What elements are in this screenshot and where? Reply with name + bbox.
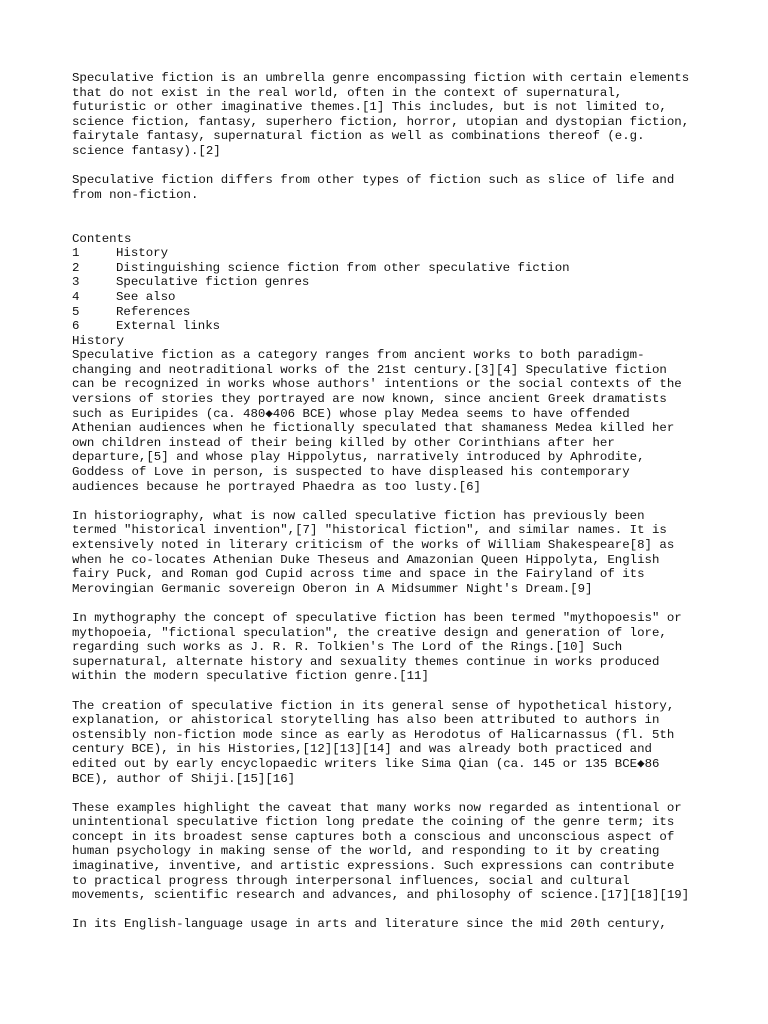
text-line: ostensibly non-fiction mode since as early as Herodotus of Halicarnassus (fl. 5th bbox=[72, 727, 675, 742]
text-line: unintentional speculative fiction long predate the coining of the genre term; its bbox=[72, 815, 675, 830]
history-paragraph bbox=[72, 509, 712, 597]
text-line: Goddess of Love in person, is suspected to have displeased his contemporary bbox=[72, 465, 630, 480]
history-paragraph bbox=[72, 611, 712, 684]
text-line: science fantasy).[2] bbox=[72, 143, 221, 158]
text-line: In its English-language usage in arts and literature since the mid 20th century, bbox=[72, 917, 667, 932]
text-line: supernatural, alternate history and sexuality themes continue in works produced bbox=[72, 654, 660, 669]
history-paragraph bbox=[72, 801, 712, 903]
text-line: futuristic or other imaginative themes.[1] This includes, but is not limited to, bbox=[72, 100, 667, 115]
text-line: imaginative, inventive, and artistic expressions. Such expressions can contribute bbox=[72, 859, 675, 874]
text-line: termed "historical invention",[7] "historical fiction", and similar names. It is bbox=[72, 523, 667, 538]
text-line: can be recognized in works whose authors' intentions or the social contexts of the bbox=[72, 377, 682, 392]
toc-heading: Contents bbox=[72, 231, 132, 246]
toc-item[interactable] bbox=[72, 305, 712, 320]
toc-item[interactable] bbox=[72, 261, 712, 276]
toc-item[interactable] bbox=[72, 319, 712, 334]
text-line: fairy Puck, and Roman god Cupid across time and space in the Fairyland of its bbox=[72, 567, 645, 582]
text-line: audiences because he portrayed Phaedra as too lusty.[6] bbox=[72, 479, 481, 494]
toc-item[interactable] bbox=[72, 275, 712, 290]
text-line: versions of stories they portrayed are now known, since ancient Greek dramatists bbox=[72, 392, 667, 407]
text-line: such as Euripides (ca. 480◆406 BCE) whose play Medea seems to have offended bbox=[72, 406, 630, 421]
text-line: science fiction, fantasy, superhero fiction, horror, utopian and dystopian fiction, bbox=[72, 114, 690, 129]
text-line: extensively noted in literary criticism of the works of William Shakespeare[8] as bbox=[72, 538, 675, 552]
text-line: that do not exist in the real world, often in the context of supernatural, bbox=[72, 85, 623, 100]
text-line: regarding such works as J. R. R. Tolkien's The Lord of the Rings.[10] Such bbox=[72, 640, 623, 655]
text-line: Speculative fiction as a category ranges from ancient works to both paradigm- bbox=[72, 348, 645, 363]
text-line: changing and neotraditional works of the 21st century.[3][4] Speculative fiction bbox=[72, 362, 667, 377]
text-line: movements, scientific research and advances, and philosophy of science.[17][18][19] bbox=[72, 888, 690, 903]
text-line: These examples highlight the caveat that many works now regarded as intentional or bbox=[72, 800, 682, 815]
text-line: In historiography, what is now called speculative fiction has previously been bbox=[72, 508, 645, 523]
document-page bbox=[72, 71, 712, 932]
text-line: century BCE), in his Histories,[12][13][14] and was already both practiced and bbox=[72, 742, 652, 757]
text-line: edited out by early encyclopaedic writers like Sima Qian (ca. 145 or 135 BCE◆86 bbox=[72, 756, 660, 771]
toc-item-label[interactable]: External links bbox=[116, 319, 221, 334]
toc-item-label[interactable]: References bbox=[116, 304, 191, 319]
text-line: own children instead of their being killed by other Corinthians after her bbox=[72, 435, 615, 450]
text-line: Speculative fiction is an umbrella genre encompassing fiction with certain elements bbox=[72, 71, 690, 85]
text-line: departure,[5] and whose play Hippolytus, narratively introduced by Aphrodite, bbox=[72, 450, 645, 465]
text-line: BCE), author of Shiji.[15][16] bbox=[72, 771, 296, 786]
history-paragraph bbox=[72, 917, 712, 932]
text-line: to practical progress through interpersonal influences, social and cultural bbox=[72, 873, 630, 888]
text-line: concept in its broadest sense captures both a conscious and unconscious aspect of bbox=[72, 829, 675, 844]
toc-item-number: 3 bbox=[72, 275, 80, 290]
table-of-contents bbox=[72, 232, 712, 334]
text-line: The creation of speculative fiction in its general sense of hypothetical history, bbox=[72, 698, 675, 713]
text-line: In mythography the concept of speculative fiction has been termed "mythopoesis" or bbox=[72, 610, 682, 625]
toc-item-number: 5 bbox=[72, 304, 80, 319]
toc-item-number: 2 bbox=[72, 260, 80, 275]
text-line: Merovingian Germanic sovereign Oberon in A Midsummer Night's Dream.[9] bbox=[72, 581, 593, 596]
toc-item[interactable] bbox=[72, 246, 712, 261]
toc-item-number: 6 bbox=[72, 319, 80, 334]
text-line: fairytale fantasy, supernatural fiction as well as combinations thereof (e.g. bbox=[72, 129, 645, 144]
toc-item-number: 1 bbox=[72, 246, 80, 261]
toc-item[interactable] bbox=[72, 290, 712, 305]
text-line: Athenian audiences when he fictionally speculated that shamaness Medea killed her bbox=[72, 421, 675, 436]
text-line: explanation, or ahistorical storytelling has also been attributed to authors in bbox=[72, 713, 660, 728]
text-line: from non-fiction. bbox=[72, 187, 199, 202]
toc-item-label[interactable]: Speculative fiction genres bbox=[116, 275, 310, 290]
history-paragraph bbox=[72, 699, 712, 787]
intro-paragraph bbox=[72, 71, 712, 159]
history-paragraph bbox=[72, 348, 712, 494]
intro-paragraph bbox=[72, 173, 712, 202]
toc-item-label[interactable]: History bbox=[116, 246, 169, 261]
toc-item-label[interactable]: See also bbox=[116, 289, 176, 304]
text-line: when he co-locates Athenian Duke Theseus and Amazonian Queen Hippolyta, English bbox=[72, 552, 660, 567]
toc-item-label[interactable]: Distinguishing science fiction from other speculative fiction bbox=[116, 260, 570, 275]
section-spacer bbox=[72, 202, 712, 231]
section-heading-history: History bbox=[72, 333, 125, 348]
toc-item-number: 4 bbox=[72, 289, 80, 304]
text-line: human psychology in making sense of the world, and responding to it by creating bbox=[72, 844, 660, 859]
text-line: mythopoeia, "fictional speculation", the creative design and generation of lore, bbox=[72, 625, 667, 640]
text-line: Speculative fiction differs from other types of fiction such as slice of life and bbox=[72, 173, 675, 188]
text-line: within the modern speculative fiction genre.[11] bbox=[72, 669, 429, 684]
